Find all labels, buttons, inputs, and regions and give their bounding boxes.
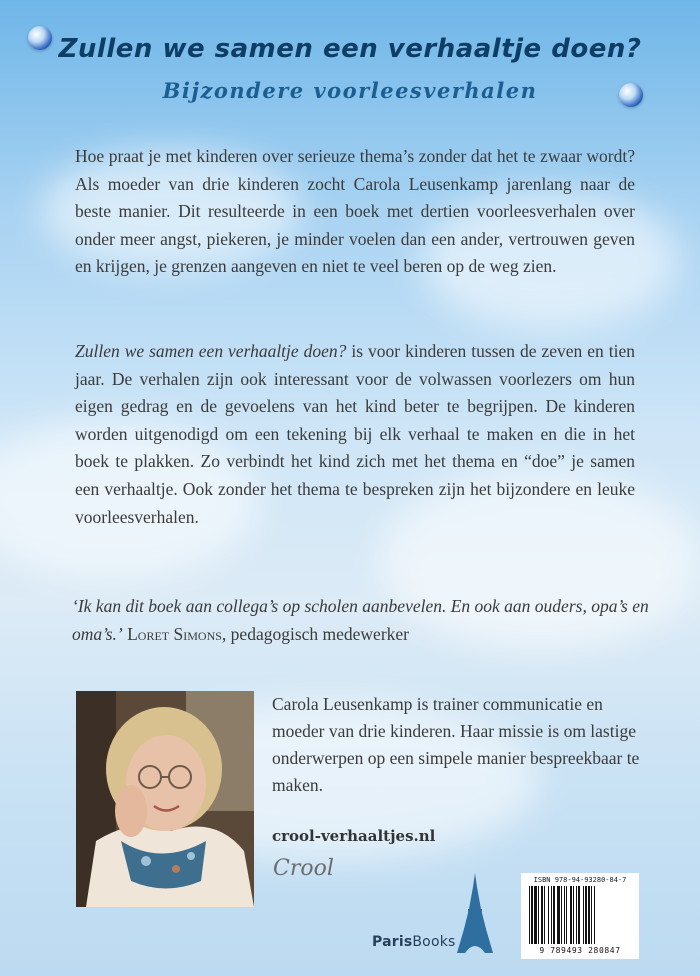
barcode-bar — [576, 886, 577, 944]
book-subtitle: Bijzondere voorleesverhalen — [162, 78, 538, 103]
website-link[interactable]: crool-verhaaltjes.nl — [272, 827, 436, 845]
barcode-bar — [534, 886, 537, 944]
barcode-bar — [588, 886, 590, 944]
barcode-bar — [553, 886, 555, 944]
intro-paragraph: Hoe praat je met kinderen over serieuze thema’s zonder dat het te zwaar wordt? Als moeder van drie kinderen zocht Carola Leusenkamp jarenlang naar de beste manier. Dit resulteerde in een boek met dertien voorleesverhalen over onder meer angst, piekeren, je minder voelen dan een ander, vertrouwen geven en krijgen, je grenzen aangeven en niet te veel beren op de weg zien. — [75, 146, 635, 277]
barcode-bar — [531, 886, 533, 944]
barcode-bar — [566, 886, 567, 944]
publisher-logo — [372, 934, 456, 950]
quote-text: ‘Ik kan dit boek aan collega’s op scholen aanbevelen. En ook aan ouders, opa’s en oma’s.’ — [72, 596, 649, 644]
quote-author: Loret Simons — [127, 623, 222, 644]
author-bio: Carola Leusenkamp is trainer communicatie en moeder van drie kinderen. Haar missie is om lastige onderwerpen op een simpele manier bespreekbaar te maken. — [272, 694, 640, 795]
book-title-inline: Zullen we samen een verhaaltje doen? — [75, 341, 347, 361]
description-paragraph — [75, 338, 635, 531]
barcode-bar — [529, 886, 530, 944]
author-portrait-illustration — [76, 691, 254, 907]
barcode-bar — [585, 886, 587, 944]
barcode-bar — [578, 886, 580, 944]
barcode-bar — [583, 886, 584, 944]
author-photo — [76, 691, 254, 907]
barcode-digits: 9 789493 280847 — [539, 946, 621, 955]
barcode-bar — [561, 886, 562, 944]
description-text: is voor kinderen tussen de zeven en tien jaar. De verhalen zijn ook interessant voor de volwassen voorlezers om hun eigen gedrag en de gevoelens van het kind beter te begrijpen. De kinderen worden uitgenodigd om een tekening bij elk verhaal te maken en die in het boek te plakken. Zo verbindt het kind zich met het thema en “doe” je samen een verhaaltje. Ook zonder het thema te bespreken zijn het bijzondere en leuke voorleesverhalen. — [75, 341, 635, 527]
barcode-bar — [538, 886, 539, 944]
barcode-bar — [591, 886, 592, 944]
eiffel-tower-icon — [455, 873, 495, 953]
isbn-label: ISBN 978-94-93280-84-7 — [533, 876, 627, 884]
barcode-bar — [541, 886, 543, 944]
barcode-bar — [544, 886, 545, 944]
barcode-bar — [564, 886, 565, 944]
barcode-bar — [570, 886, 572, 944]
isbn-barcode — [521, 873, 639, 959]
barcode-bar — [548, 886, 549, 944]
barcode-bar — [573, 886, 574, 944]
publisher-name-bold: Paris — [372, 934, 413, 950]
barcode-bars — [521, 886, 639, 946]
publisher-name-rest: Books — [412, 934, 456, 950]
barcode-bar — [551, 886, 552, 944]
barcode-bar — [557, 886, 560, 944]
crool-signature: Crool — [273, 856, 334, 881]
book-title: Zullen we samen een verhaaltje doen? — [58, 34, 642, 64]
barcode-bar — [594, 886, 595, 944]
testimonial-quote — [72, 593, 662, 648]
quote-role: , pedagogisch medewerker — [221, 623, 409, 644]
